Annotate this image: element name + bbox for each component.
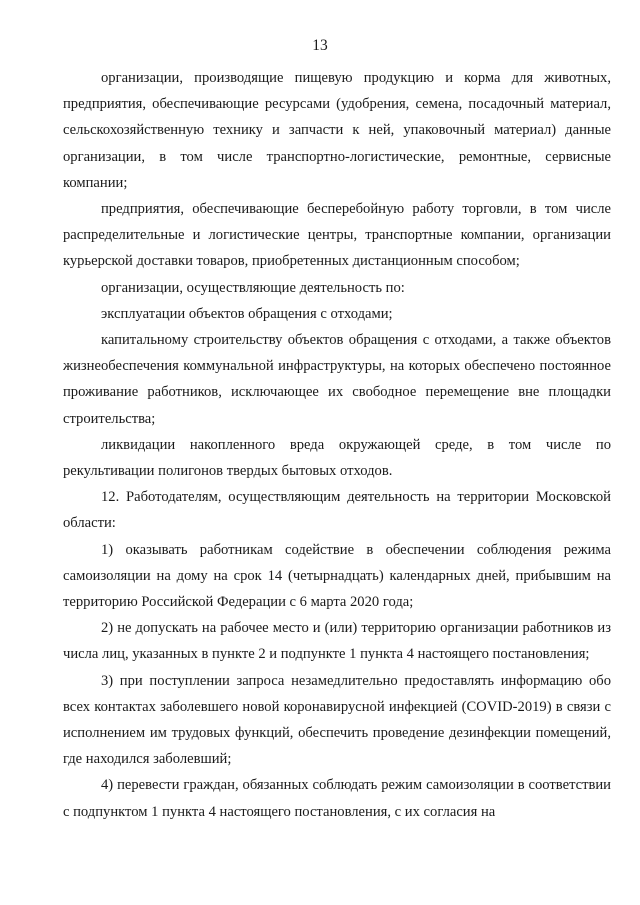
paragraph-waste-operation: эксплуатации объектов обращения с отходами; [101, 305, 393, 322]
paragraph-food-organizations: организации, производящие пищевую продукцию и корма для животных, предприятия, обеспечивающие ресурсами (удобрения, семена, посадочный материал, сельскохозяйственную технику и запчасти к ней, упаковочный материал) данные организации, в том числе транспортно-логистические, ремонтные, сервисные компании; [63, 70, 611, 191]
paragraph-subitem-3: 3) при поступлении запроса незамедлительно предоставлять информацию обо всех контактах заболевшего новой коронавирусной инфекцией (COVID-2019) в связи с исполнением им трудовых функций, обеспечить проведение дезинфекции помещений, где находился заболевший; [63, 672, 611, 768]
page-number: 13 [312, 37, 328, 54]
document-body [63, 65, 611, 825]
paragraph-subitem-4: 4) перевести граждан, обязанных соблюдать режим самоизоляции в соответствии с подпунктом 1 пункта 4 настоящего постановления, с их согласия на [63, 777, 611, 820]
paragraph-damage-liquidation: ликвидации накопленного вреда окружающей среде, в том числе по рекультивации полигонов твердых бытовых отходов. [63, 436, 611, 480]
paragraph-subitem-1: 1) оказывать работникам содействие в обеспечении соблюдения режима самоизоляции на дому на срок 14 (четырнадцать) календарных дней, прибывшим на территорию Российской Федерации с 6 марта 2020 года; [63, 541, 611, 611]
paragraph-capital-construction: капитальному строительству объектов обращения с отходами, а также объектов жизнеобеспечения коммунальной инфраструктуры, на которых обеспечено постоянное проживание работников, исключающее их свободное перемещение вне площадки строительства; [63, 332, 611, 427]
paragraph-trade-enterprises: предприятия, обеспечивающие бесперебойную работу торговли, в том числе распределительные и логистические центры, транспортные компании, организации курьерской доставки товаров, приобретенных дистанционным способом; [63, 201, 611, 270]
paragraph-organizations-activity: организации, осуществляющие деятельность по: [101, 279, 405, 296]
paragraph-subitem-2: 2) не допускать на рабочее место и (или) территорию организации работников из числа лиц, указанных в пункте 2 и подпункте 1 пункта 4 настоящего постановления; [63, 620, 611, 663]
paragraph-item-12: 12. Работодателям, осуществляющим деятельность на территории Московской области: [63, 489, 611, 532]
